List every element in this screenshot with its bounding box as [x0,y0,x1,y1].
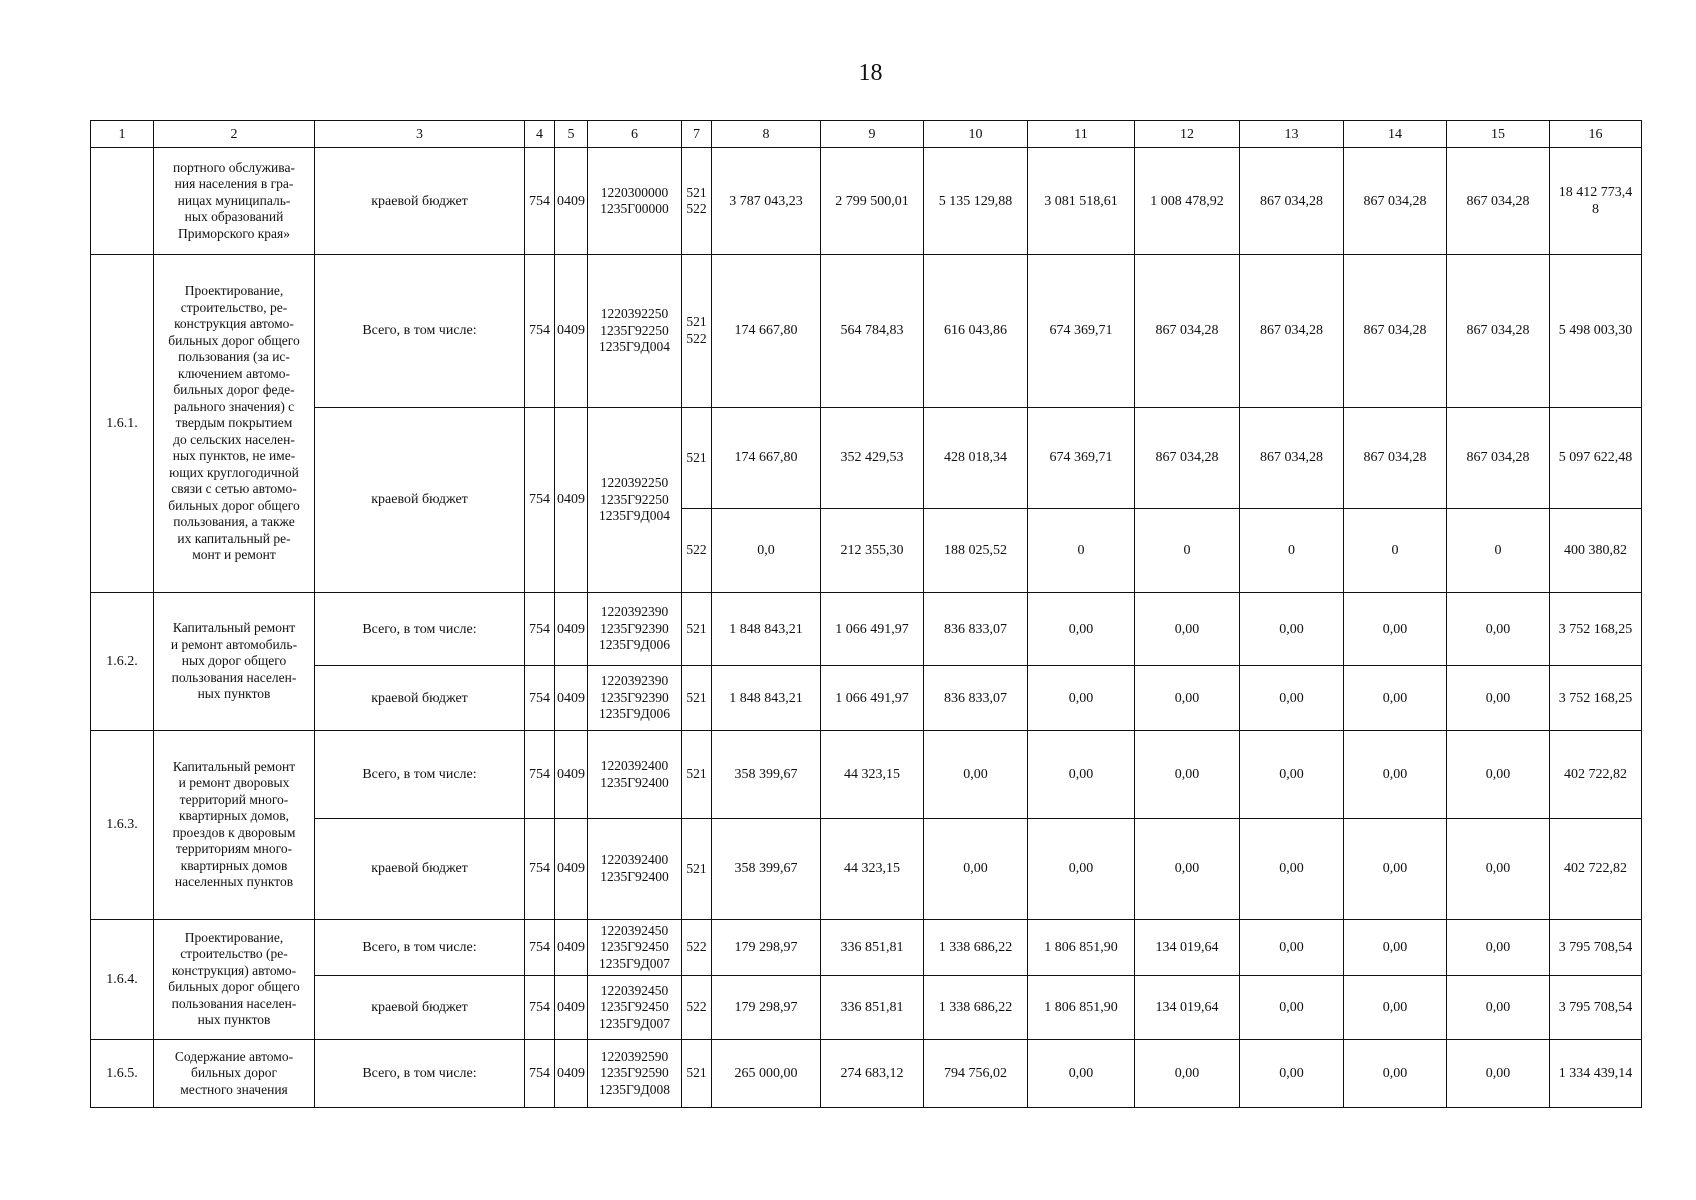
expense-type-cell: 521 522 [682,148,712,255]
amount-cell: 674 369,71 [1028,254,1135,407]
funding-source-cell: Всего, в том числе: [315,254,525,407]
column-number-8: 8 [712,121,821,148]
amount-cell: 174 667,80 [712,407,821,509]
section-code-cell: 0409 [555,731,588,819]
amount-cell: 0,00 [1240,731,1344,819]
amount-cell: 564 784,83 [821,254,924,407]
amount-cell: 174 667,80 [712,254,821,407]
expense-type-cell: 521 [682,407,712,509]
amount-cell: 179 298,97 [712,919,821,976]
amount-cell: 3 752 168,25 [1550,666,1642,731]
item-number-cell: 1.6.3. [91,731,154,919]
amount-cell: 0,00 [1447,666,1550,731]
amount-cell: 674 369,71 [1028,407,1135,509]
amount-cell: 1 066 491,97 [821,592,924,665]
amount-cell: 428 018,34 [924,407,1028,509]
amount-cell: 134 019,64 [1135,919,1240,976]
amount-cell: 867 034,28 [1447,407,1550,509]
amount-cell: 3 787 043,23 [712,148,821,255]
section-code-cell: 0409 [555,407,588,592]
amount-cell: 0,00 [1447,819,1550,919]
amount-cell: 212 355,30 [821,509,924,593]
table-row [91,592,1642,665]
amount-cell: 2 799 500,01 [821,148,924,255]
ministry-code-cell: 754 [525,919,555,976]
column-number-5: 5 [555,121,588,148]
amount-cell: 18 412 773,4 8 [1550,148,1642,255]
section-code-cell: 0409 [555,592,588,665]
column-number-14: 14 [1344,121,1447,148]
amount-cell: 867 034,28 [1240,148,1344,255]
amount-cell: 3 795 708,54 [1550,976,1642,1040]
column-number-4: 4 [525,121,555,148]
amount-cell: 1 848 843,21 [712,666,821,731]
amount-cell: 352 429,53 [821,407,924,509]
amount-cell: 0,00 [1240,976,1344,1040]
target-article-cell: 1220300000 1235Г00000 [588,148,682,255]
amount-cell: 265 000,00 [712,1039,821,1107]
amount-cell: 0,00 [924,731,1028,819]
amount-cell: 0,00 [1447,592,1550,665]
amount-cell: 0 [1240,509,1344,593]
amount-cell: 0,00 [1135,1039,1240,1107]
funding-source-cell: Всего, в том числе: [315,1039,525,1107]
expense-type-cell: 521 [682,1039,712,1107]
amount-cell: 44 323,15 [821,731,924,819]
amount-cell: 1 338 686,22 [924,919,1028,976]
section-code-cell: 0409 [555,148,588,255]
table-row [91,976,1642,1040]
amount-cell: 3 081 518,61 [1028,148,1135,255]
amount-cell: 1 806 851,90 [1028,919,1135,976]
amount-cell: 402 722,82 [1550,731,1642,819]
target-article-cell: 1220392390 1235Г92390 1235Г9Д006 [588,666,682,731]
amount-cell: 358 399,67 [712,731,821,819]
target-article-cell: 1220392590 1235Г92590 1235Г9Д008 [588,1039,682,1107]
amount-cell: 0,00 [1344,819,1447,919]
amount-cell: 336 851,81 [821,919,924,976]
funding-source-cell: Всего, в том числе: [315,919,525,976]
amount-cell: 836 833,07 [924,666,1028,731]
amount-cell: 0 [1447,509,1550,593]
item-number-cell [91,148,154,255]
column-number-16: 16 [1550,121,1642,148]
item-number-cell: 1.6.2. [91,592,154,730]
item-name-cell: Проектирование, строительство (ре- конструкция) автомо- бильных дорог общего пользования населен- ных пунктов [154,919,315,1039]
amount-cell: 867 034,28 [1447,148,1550,255]
funding-source-cell: краевой бюджет [315,819,525,919]
section-code-cell: 0409 [555,976,588,1040]
column-number-1: 1 [91,121,154,148]
target-article-cell: 1220392390 1235Г92390 1235Г9Д006 [588,592,682,665]
amount-cell: 0,00 [1135,666,1240,731]
expense-type-cell: 521 [682,819,712,919]
amount-cell: 794 756,02 [924,1039,1028,1107]
table-header-row [91,121,1642,148]
table-row [91,407,1642,509]
table-row [91,919,1642,976]
amount-cell: 1 066 491,97 [821,666,924,731]
funding-source-cell: краевой бюджет [315,666,525,731]
ministry-code-cell: 754 [525,731,555,819]
table-row [91,819,1642,919]
budget-table [90,120,1642,1108]
amount-cell: 188 025,52 [924,509,1028,593]
page-number: 18 [858,60,883,86]
expense-type-cell: 522 [682,509,712,593]
amount-cell: 3 752 168,25 [1550,592,1642,665]
amount-cell: 1 806 851,90 [1028,976,1135,1040]
funding-source-cell: краевой бюджет [315,976,525,1040]
amount-cell: 0,00 [1240,666,1344,731]
amount-cell: 0,00 [1028,819,1135,919]
funding-source-cell: краевой бюджет [315,148,525,255]
amount-cell: 5 097 622,48 [1550,407,1642,509]
table-row [91,1039,1642,1107]
amount-cell: 0,0 [712,509,821,593]
amount-cell: 274 683,12 [821,1039,924,1107]
section-code-cell: 0409 [555,1039,588,1107]
ministry-code-cell: 754 [525,819,555,919]
column-number-6: 6 [588,121,682,148]
table-row [91,666,1642,731]
column-number-3: 3 [315,121,525,148]
amount-cell: 336 851,81 [821,976,924,1040]
amount-cell: 179 298,97 [712,976,821,1040]
target-article-cell: 1220392400 1235Г92400 [588,819,682,919]
column-number-12: 12 [1135,121,1240,148]
item-name-cell: Проектирование, строительство, ре- конструкция автомо- бильных дорог общего пользования (за ис- ключением автомо- бильных дорог феде- рального значения) с твердым покрытием до сельских населен- ных пунктов, не име- ющих круглогодичной связи с сетью автомо- бильных дорог общего пользования, а также их капитальный ре- монт и ремонт [154,254,315,592]
section-code-cell: 0409 [555,666,588,731]
column-number-11: 11 [1028,121,1135,148]
funding-source-cell: Всего, в том числе: [315,731,525,819]
item-number-cell: 1.6.5. [91,1039,154,1107]
amount-cell: 0,00 [1240,919,1344,976]
target-article-cell: 1220392250 1235Г92250 1235Г9Д004 [588,407,682,592]
amount-cell: 1 848 843,21 [712,592,821,665]
amount-cell: 0,00 [1447,976,1550,1040]
amount-cell: 0,00 [1344,666,1447,731]
amount-cell: 0,00 [1135,592,1240,665]
amount-cell: 1 338 686,22 [924,976,1028,1040]
amount-cell: 867 034,28 [1344,407,1447,509]
ministry-code-cell: 754 [525,592,555,665]
amount-cell: 1 008 478,92 [1135,148,1240,255]
expense-type-cell: 521 [682,666,712,731]
amount-cell: 0 [1344,509,1447,593]
amount-cell: 1 334 439,14 [1550,1039,1642,1107]
section-code-cell: 0409 [555,919,588,976]
item-name-cell: Содержание автомо- бильных дорог местного значения [154,1039,315,1107]
column-number-15: 15 [1447,121,1550,148]
expense-type-cell: 521 [682,592,712,665]
amount-cell: 0 [1028,509,1135,593]
amount-cell: 836 833,07 [924,592,1028,665]
target-article-cell: 1220392250 1235Г92250 1235Г9Д004 [588,254,682,407]
amount-cell: 3 795 708,54 [1550,919,1642,976]
table-row [91,254,1642,407]
item-name-cell: портного обслужива- ния населения в гра- ницах муниципаль- ных образований Приморского края» [154,148,315,255]
section-code-cell: 0409 [555,254,588,407]
expense-type-cell: 521 [682,731,712,819]
amount-cell: 400 380,82 [1550,509,1642,593]
amount-cell: 0,00 [1135,731,1240,819]
expense-type-cell: 522 [682,976,712,1040]
ministry-code-cell: 754 [525,976,555,1040]
funding-source-cell: краевой бюджет [315,407,525,592]
amount-cell: 0,00 [1240,592,1344,665]
table-row [91,731,1642,819]
item-name-cell: Капитальный ремонт и ремонт автомобиль- ных дорог общего пользования населен- ных пунктов [154,592,315,730]
amount-cell: 0,00 [1028,731,1135,819]
amount-cell: 616 043,86 [924,254,1028,407]
amount-cell: 867 034,28 [1135,254,1240,407]
amount-cell: 0 [1135,509,1240,593]
table-row [91,148,1642,255]
amount-cell: 402 722,82 [1550,819,1642,919]
column-number-10: 10 [924,121,1028,148]
ministry-code-cell: 754 [525,407,555,592]
expense-type-cell: 521 522 [682,254,712,407]
amount-cell: 867 034,28 [1344,148,1447,255]
target-article-cell: 1220392450 1235Г92450 1235Г9Д007 [588,976,682,1040]
amount-cell: 0,00 [1028,592,1135,665]
amount-cell: 0,00 [1344,919,1447,976]
ministry-code-cell: 754 [525,254,555,407]
amount-cell: 0,00 [1240,819,1344,919]
amount-cell: 0,00 [1447,731,1550,819]
amount-cell: 0,00 [1344,1039,1447,1107]
amount-cell: 867 034,28 [1240,254,1344,407]
amount-cell: 44 323,15 [821,819,924,919]
ministry-code-cell: 754 [525,666,555,731]
item-name-cell: Капитальный ремонт и ремонт дворовых территорий много- квартирных домов, проездов к дворовым территориям много- квартирных домов населенных пунктов [154,731,315,919]
amount-cell: 0,00 [1135,819,1240,919]
amount-cell: 867 034,28 [1135,407,1240,509]
column-number-9: 9 [821,121,924,148]
item-number-cell: 1.6.1. [91,254,154,592]
expense-type-cell: 522 [682,919,712,976]
amount-cell: 0,00 [1028,666,1135,731]
amount-cell: 867 034,28 [1240,407,1344,509]
column-number-13: 13 [1240,121,1344,148]
amount-cell: 0,00 [1447,1039,1550,1107]
amount-cell: 358 399,67 [712,819,821,919]
ministry-code-cell: 754 [525,148,555,255]
amount-cell: 0,00 [1447,919,1550,976]
amount-cell: 5 498 003,30 [1550,254,1642,407]
amount-cell: 134 019,64 [1135,976,1240,1040]
amount-cell: 0,00 [1344,731,1447,819]
column-number-2: 2 [154,121,315,148]
ministry-code-cell: 754 [525,1039,555,1107]
target-article-cell: 1220392450 1235Г92450 1235Г9Д007 [588,919,682,976]
amount-cell: 0,00 [1028,1039,1135,1107]
section-code-cell: 0409 [555,819,588,919]
amount-cell: 867 034,28 [1344,254,1447,407]
amount-cell: 0,00 [1344,592,1447,665]
item-number-cell: 1.6.4. [91,919,154,1039]
column-number-7: 7 [682,121,712,148]
amount-cell: 0,00 [924,819,1028,919]
amount-cell: 0,00 [1240,1039,1344,1107]
funding-source-cell: Всего, в том числе: [315,592,525,665]
target-article-cell: 1220392400 1235Г92400 [588,731,682,819]
amount-cell: 867 034,28 [1447,254,1550,407]
amount-cell: 0,00 [1344,976,1447,1040]
amount-cell: 5 135 129,88 [924,148,1028,255]
